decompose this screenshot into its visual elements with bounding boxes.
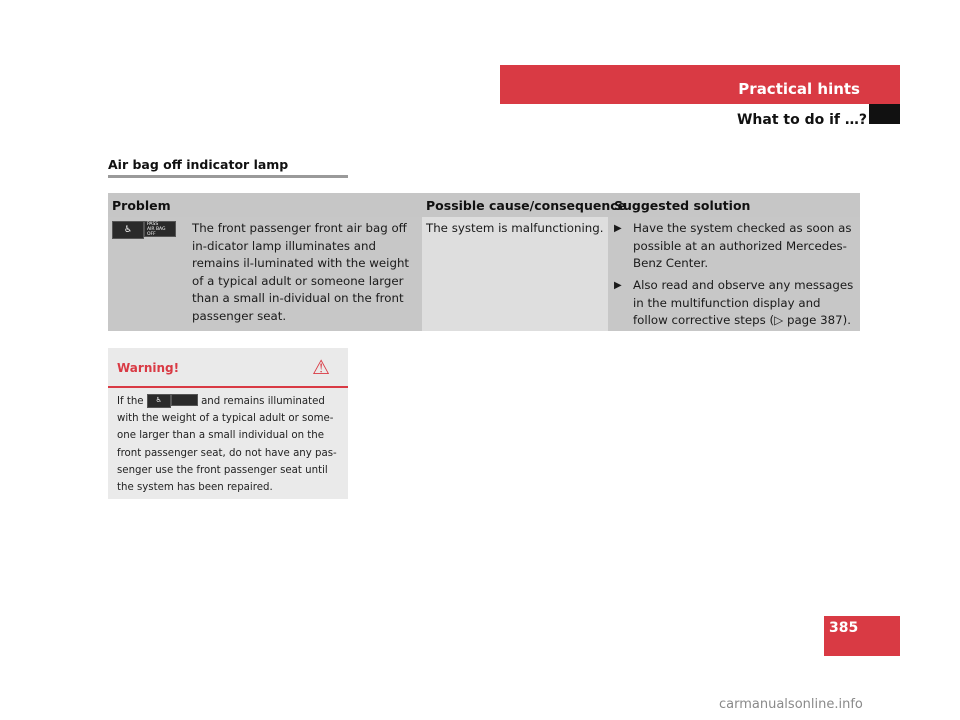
warning-rule xyxy=(108,386,348,388)
warning-text-after: and remains illuminated with the weight of a typical adult or some-one larger than a small individual on the front passenger seat, do not have any pas-senger use the front passenger seat until the system has been repaired. xyxy=(117,396,337,494)
cause-text: The system is malfunctioning. xyxy=(426,221,604,235)
header-band xyxy=(500,65,900,104)
section-title: Practical hints xyxy=(738,80,860,98)
pass-airbag-off-icon xyxy=(144,221,176,237)
pass-airbag-off-icon xyxy=(171,394,198,406)
section-heading: Air bag off indicator lamp xyxy=(108,157,289,172)
warning-title: Warning! xyxy=(117,361,180,375)
table-header xyxy=(108,193,860,217)
solution-item xyxy=(614,220,858,273)
solution-text: Have the system checked as soon as possible at an authorized Mercedes-Benz Center. xyxy=(633,221,852,270)
bullet-arrow-icon: ▶ xyxy=(614,223,622,234)
lamp-label-line1: PASS xyxy=(147,221,159,227)
warning-triangle-icon: ⚠ xyxy=(312,355,330,379)
solution-text: Also read and observe any messages in the multifunction display and follow corrective steps (▷ page 387). xyxy=(633,278,854,327)
inline-airbag-off-icon xyxy=(147,394,198,408)
bullet-arrow-icon: ▶ xyxy=(614,280,622,291)
watermark: carmanualsonline.info xyxy=(719,697,863,712)
solution-item xyxy=(614,277,858,330)
column-header-problem: Problem xyxy=(112,198,171,213)
warning-text xyxy=(117,393,342,496)
column-header-cause: Possible cause/consequence xyxy=(426,198,627,213)
page-subtitle: What to do if …? xyxy=(736,112,867,128)
passenger-seat-icon: ♿ xyxy=(147,394,171,408)
heading-rule xyxy=(108,175,348,178)
problem-text: The front passenger front air bag off in-dicator lamp illuminates and remains il-luminated with the weight of a typical adult or someone larger than a small in-dividual on the front passenger seat. xyxy=(192,221,410,323)
airbag-off-indicator-icon xyxy=(112,221,176,239)
warning-text-before: If the xyxy=(117,396,144,407)
corner-tab xyxy=(869,104,900,124)
page-number: 385 xyxy=(829,620,859,636)
passenger-seat-icon: ♿ xyxy=(112,221,144,239)
lamp-label-line2: AIR BAG OFF xyxy=(147,226,166,237)
column-header-solution: Suggested solution xyxy=(614,198,751,213)
